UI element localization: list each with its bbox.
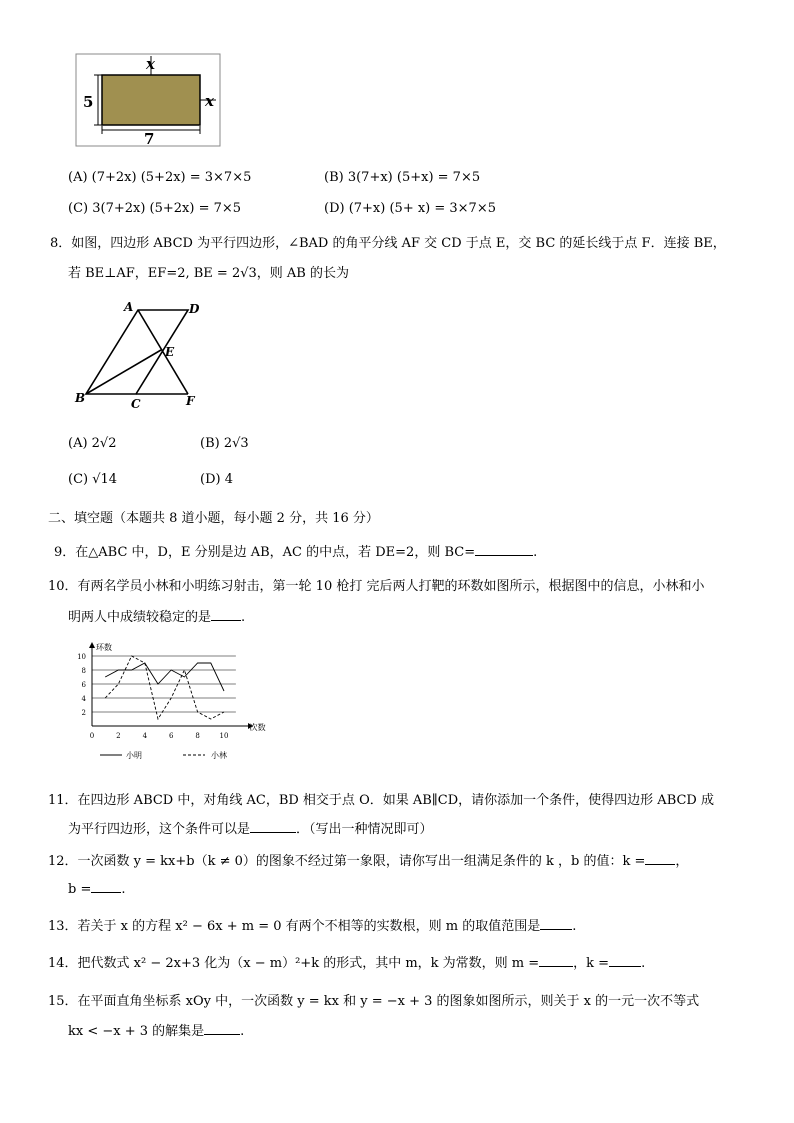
- q13-blank[interactable]: [540, 917, 572, 930]
- label-5: 5: [83, 93, 94, 111]
- series-line-1: [105, 663, 224, 691]
- x-axis-label: 次数: [249, 723, 266, 732]
- point-e: E: [165, 345, 175, 359]
- q14-k-blank[interactable]: [609, 954, 641, 967]
- q9: 9．在△ABC 中，D，E 分别是边 AB，AC 的中点，若 DE=2，则 BC= .: [54, 545, 538, 560]
- y-tick-label: 2: [81, 709, 86, 717]
- q9-blank[interactable]: [475, 543, 533, 556]
- y-axis-label: 环数: [96, 643, 112, 652]
- y-tick-label: 6: [81, 681, 86, 689]
- point-c: C: [131, 397, 141, 411]
- label-x-top: x: [146, 55, 155, 73]
- x-tick-label: 2: [116, 732, 121, 740]
- x-tick-label: 6: [168, 732, 174, 740]
- q8-line2: 若 BE⊥AF，EF=2, BE = 2√3，则 AB 的长为: [68, 266, 349, 281]
- q7-option-a: (A) (7+2x) (5+2x) = 3×7×5: [68, 170, 252, 185]
- q7-figure: [74, 52, 222, 148]
- y-tick-label: 10: [77, 653, 86, 661]
- point-d: D: [189, 302, 200, 316]
- q13: 13．若关于 x 的方程 x² − 6x + m = 0 有两个不相等的实数根，则 m 的取值范围是 .: [48, 919, 577, 934]
- section-2-heading: 二、填空题（本题共 8 道小题，每小题 2 分，共 16 分）: [48, 511, 379, 526]
- q8-option-b: (B) 2√3: [200, 436, 249, 451]
- y-tick-label: 8: [81, 667, 86, 675]
- q10-chart: [78, 638, 278, 770]
- q8-line1: 8．如图，四边形 ABCD 为平行四边形，∠BAD 的角平分线 AF 交 CD 于点 E，交 BC 的延长线于点 F．连接 BE，: [50, 236, 726, 251]
- point-a: A: [124, 300, 134, 314]
- legend-label-1: 小明: [126, 751, 142, 760]
- point-b: B: [75, 391, 86, 405]
- y-axis-arrow: [89, 642, 95, 648]
- y-tick-label: 4: [81, 695, 86, 703]
- q11-line1: 11．在四边形 ABCD 中，对角线 AC，BD 相交于点 O．如果 AB∥CD，请你添加一个条件，使得四边形 ABCD 成: [48, 793, 714, 808]
- q15-line1: 15．在平面直角坐标系 xOy 中，一次函数 y = kx 和 y = −x + 3 的图象如图所示，则关于 x 的一元一次不等式: [48, 994, 700, 1009]
- q10-line2: 明两人中成绩较稳定的是 .: [68, 610, 246, 625]
- series-line-2: [105, 656, 224, 719]
- q10-blank[interactable]: [211, 608, 241, 621]
- x-tick-label: 4: [142, 732, 148, 740]
- q14: 14．把代数式 x² − 2x+3 化为（x − m）²+k 的形式，其中 m，k 为常数，则 m = ，k = .: [48, 956, 646, 971]
- q8-option-c: (C) √14: [68, 472, 118, 487]
- q8-option-d: (D) 4: [200, 472, 233, 487]
- q12-k-blank[interactable]: [645, 852, 675, 865]
- q11-line2: 为平行四边形，这个条件可以是 ．（写出一种情况即可）: [68, 822, 433, 837]
- q11-blank[interactable]: [250, 820, 296, 833]
- q7-option-c: (C) 3(7+2x) (5+2x) = 7×5: [68, 201, 242, 216]
- q15-line2: kx < −x + 3 的解集是 .: [68, 1024, 245, 1039]
- q12-line1: 12．一次函数 y = kx+b（k ≠ 0）的图象不经过第一象限，请你写出一组满足条件的 k ，b 的值：k = ，: [48, 854, 689, 869]
- point-f: F: [186, 394, 195, 408]
- legend-label-2: 小林: [211, 751, 227, 760]
- q12-b-blank[interactable]: [91, 880, 121, 893]
- q12-line2: b = .: [68, 882, 126, 897]
- q8-option-a: (A) 2√2: [68, 436, 117, 451]
- q7-option-d: (D) (7+x) (5+ x) = 3×7×5: [324, 201, 496, 216]
- label-x-right: x: [205, 92, 214, 110]
- q7-option-b: (B) 3(7+x) (5+x) = 7×5: [324, 170, 481, 185]
- label-7: 7: [144, 130, 155, 148]
- x-tick-label: 8: [195, 732, 200, 740]
- q15-blank[interactable]: [204, 1022, 240, 1035]
- x-tick-label: 10: [219, 732, 229, 740]
- x-tick-label: 0: [89, 732, 95, 740]
- q10-line1: 10．有两名学员小林和小明练习射击，第一轮 10 枪打 完后两人打靶的环数如图所示，根据图中的信息，小林和小: [48, 579, 705, 594]
- q14-m-blank[interactable]: [539, 954, 573, 967]
- q8-figure: [70, 298, 210, 412]
